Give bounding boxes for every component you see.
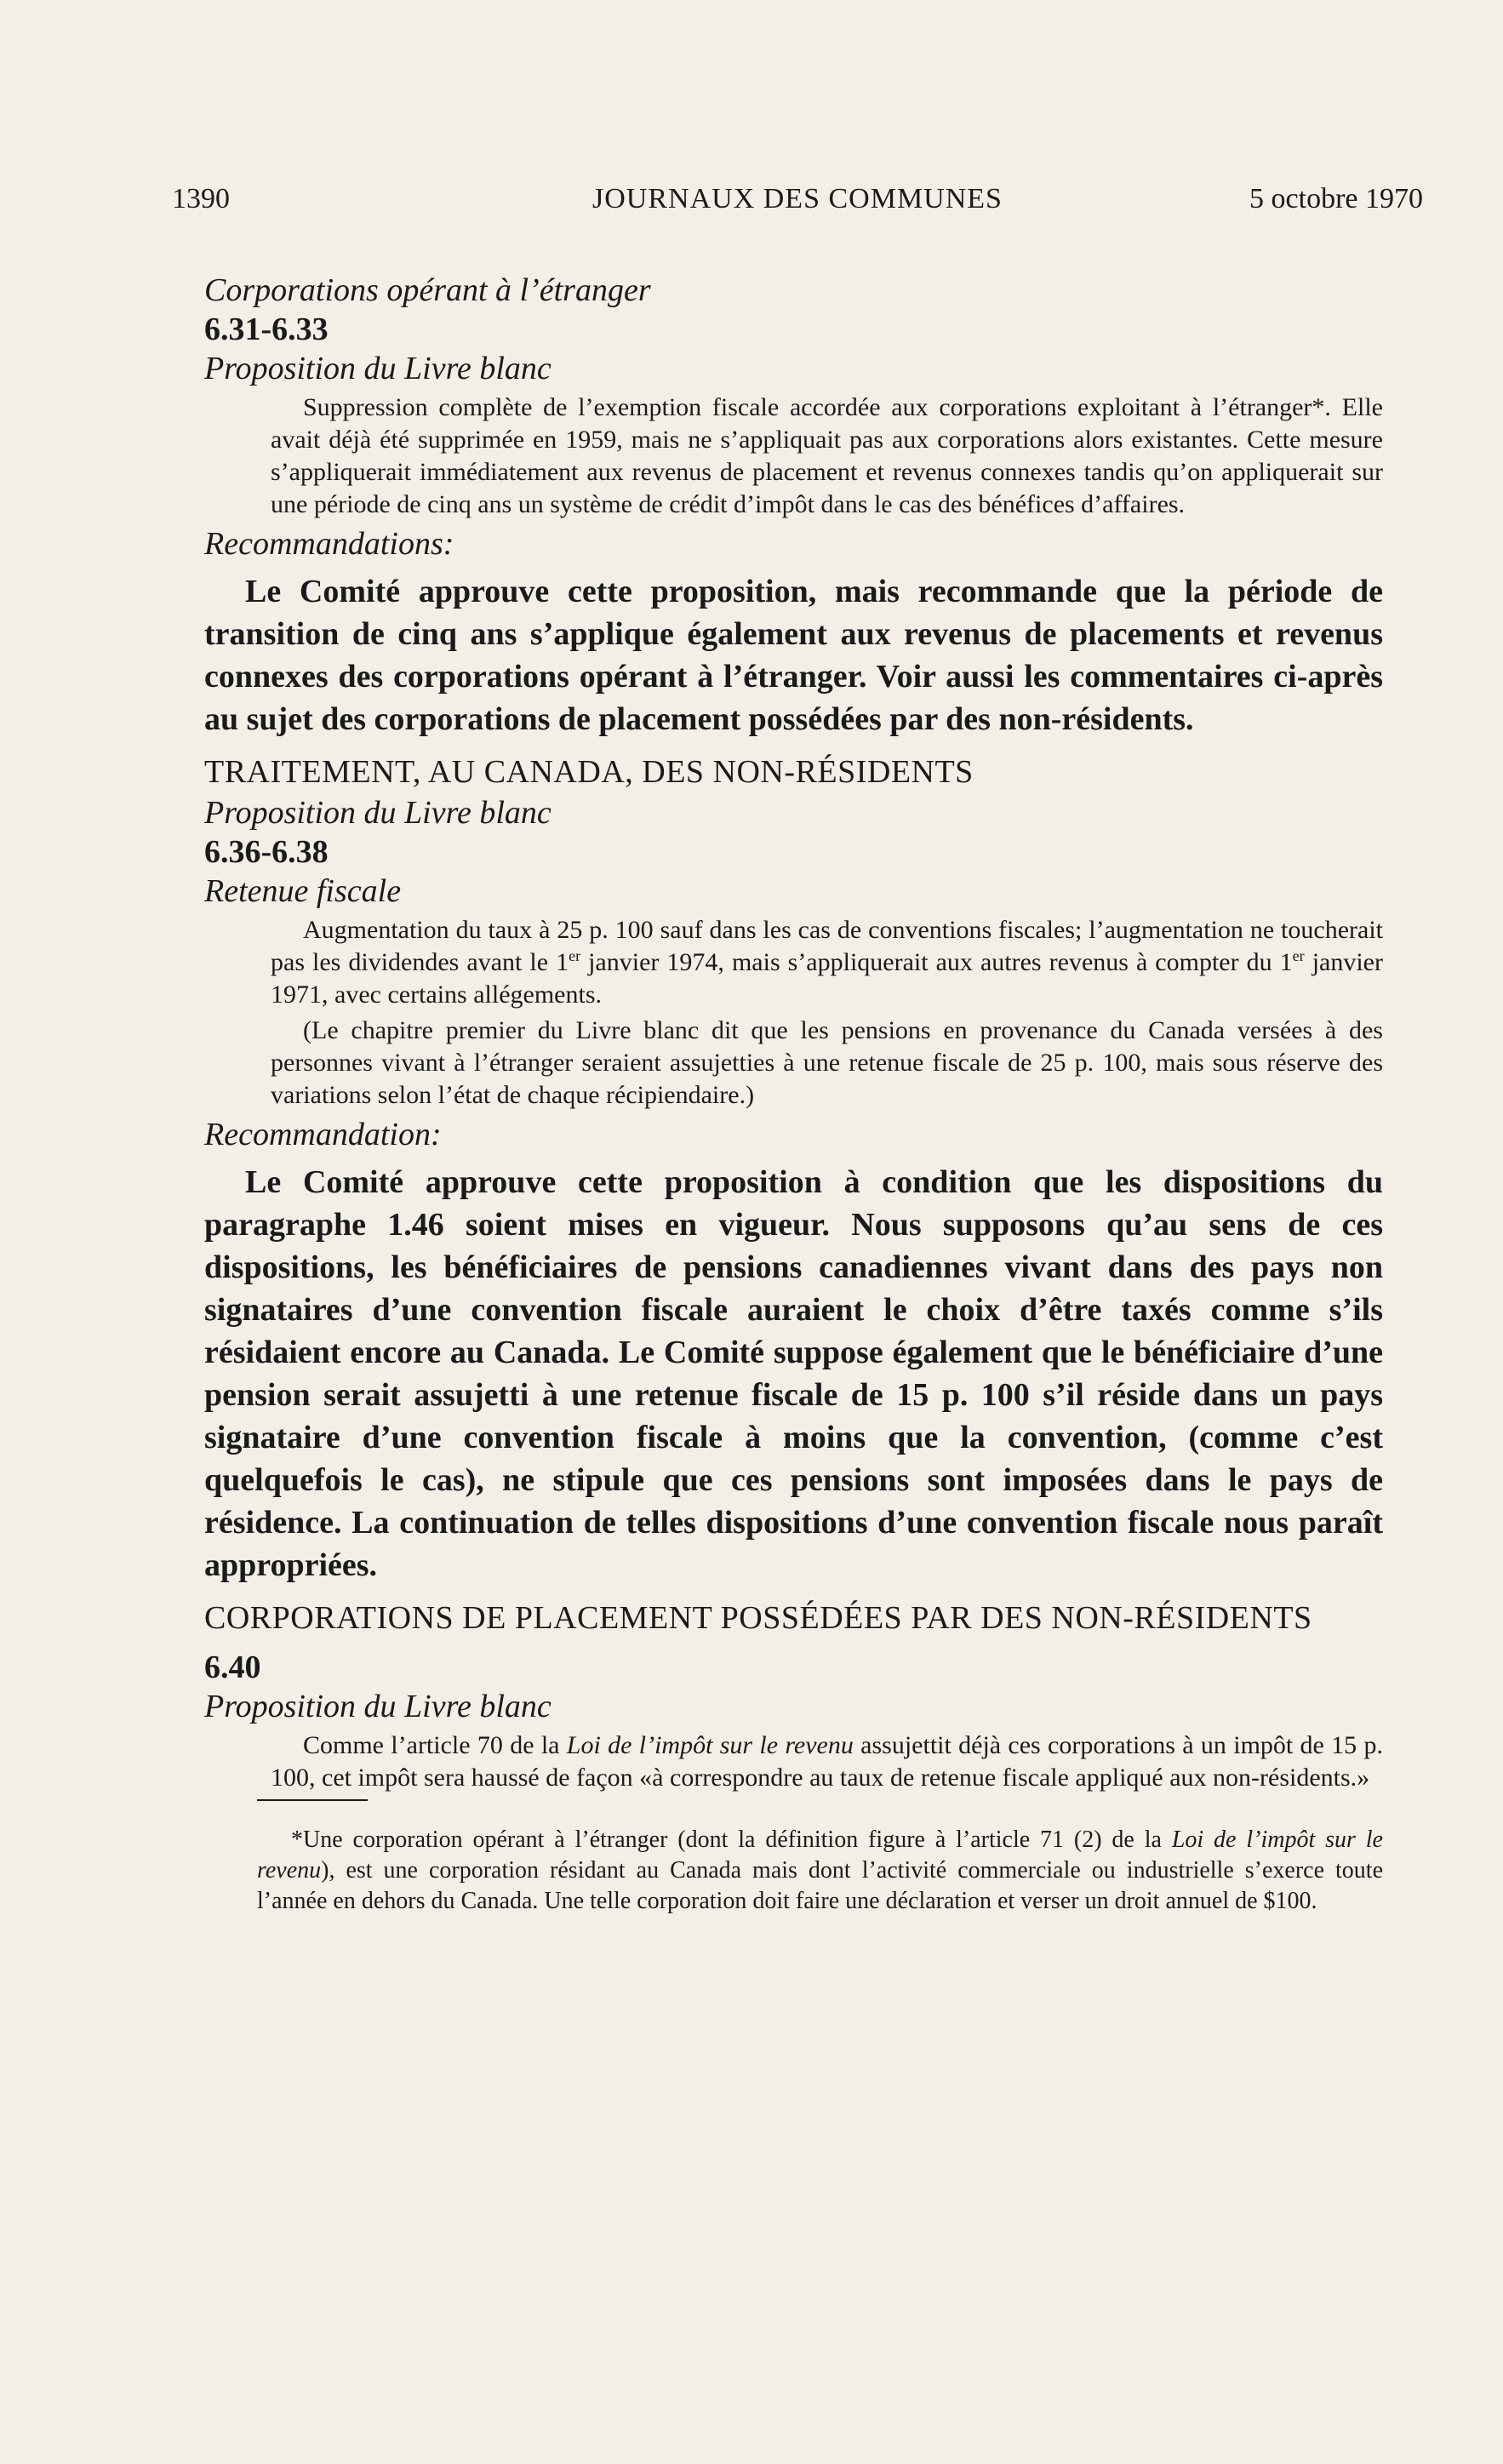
header-date: 5 octobre 1970 — [1249, 183, 1423, 214]
section1-rec-text: Le Comité approuve cette proposition, mais recommande que la période de transition de cinq ans s’applique également aux revenus de placements et revenus connexes des corporations opérant à l’étranger. Voir aussi les commentaires ci-après au sujet des corporations de placement possédées par des non-résidents. — [204, 574, 1383, 737]
page-header — [172, 183, 1423, 226]
section2-note: (Le chapitre premier du Livre blanc dit que les pensions en provenance du Canada versées à des personnes vivant à l’étranger seraient assujetties à une retenue fiscale de 25 p. 100, mais sous réserve des variations selon l’état de chaque récipiendaire.) — [271, 1016, 1383, 1109]
section1-rec-label: Recommandations: — [204, 526, 454, 562]
section3-title: CORPORATIONS DE PLACEMENT POSSÉDÉES PAR DES NON-RÉSIDENTS — [204, 1600, 1312, 1636]
section2-proposal-text: Augmentation du taux à 25 p. 100 sauf dans les cas de conventions fiscales; l’augmentation ne toucherait pas les dividendes avant le 1er janvier 1974, mais s’appliquerait aux autres revenus à compter du 1er janvier 1971, avec certains allégements. — [271, 916, 1383, 1009]
superscript-er: er — [569, 947, 581, 964]
section2-title: TRAITEMENT, AU CANADA, DES NON-RÉSIDENTS — [204, 754, 974, 790]
section1-heading: Corporations opérant à l’étranger — [204, 272, 651, 308]
running-title: JOURNAUX DES COMMUNES — [592, 183, 1003, 214]
page-number: 1390 — [172, 183, 230, 214]
section3-proposal-label: Proposition du Livre blanc — [204, 1689, 551, 1724]
section1-proposal-label: Proposition du Livre blanc — [204, 351, 551, 386]
footnote-rule — [257, 1799, 368, 1801]
footnote: *Une corporation opérant à l’étranger (dont la définition figure à l’article 71 (2) de la Loi de l’impôt sur le revenu), est une corporation résidant au Canada mais dont l’activité commerciale ou industrielle s’exerce toute l’année en dehors du Canada. Une telle corporation doit faire une déclaration et verser un droit annuel de $100. — [257, 1827, 1383, 1914]
section1-ref: 6.31-6.33 — [204, 312, 329, 347]
section3-ref: 6.40 — [204, 1649, 261, 1685]
section3-proposal-text: Comme l’article 70 de la Loi de l’impôt sur le revenu assujettit déjà ces corporations à un impôt de 15 p. 100, cet impôt sera haussé de façon «à correspondre au taux de retenue fiscale appliqué aux non-résidents.» — [271, 1731, 1383, 1792]
section2-ref: 6.36-6.38 — [204, 834, 329, 870]
section2-rec-label: Recommandation: — [204, 1117, 442, 1152]
section2-rec-text: Le Comité approuve cette proposition à condition que les dispositions du paragraphe 1.46 soient mises en vigueur. Nous supposons qu’au sens de ces dispositions, les bénéficiaires de pensions canadiennes vivant dans des pays non signataires d’une convention fiscale auraient le choix d’être taxés comme s’ils résidaient encore au Canada. Le Comité suppose également que le bénéficiaire d’une pension serait assujetti à une retenue fiscale de 15 p. 100 s’il réside dans un pays signataire d’une convention fiscale à moins que la convention, (comme c’est quelquefois le cas), ne stipule que ces pensions sont imposées dans le pays de résidence. La continuation de telles dispositions d’une convention fiscale nous paraît appropriées. — [204, 1164, 1383, 1583]
superscript-er: er — [1292, 947, 1305, 964]
section2-sub-label: Retenue fiscale — [204, 873, 402, 909]
section2-proposal-label: Proposition du Livre blanc — [204, 795, 551, 831]
main-content — [204, 271, 1383, 1941]
section1-proposal-text: Suppression complète de l’exemption fiscale accordée aux corporations exploitant à l’étranger*. Elle avait déjà été supprimée en 1959, mais ne s’appliquait pas aux corporations alors existantes. Cette mesure s’appliquerait immédiatement aux revenus de placement et revenus connexes tandis qu’on appliquerait sur une période de cinq ans un système de crédit d’impôt dans le cas des bénéfices d’affaires. — [271, 393, 1383, 518]
